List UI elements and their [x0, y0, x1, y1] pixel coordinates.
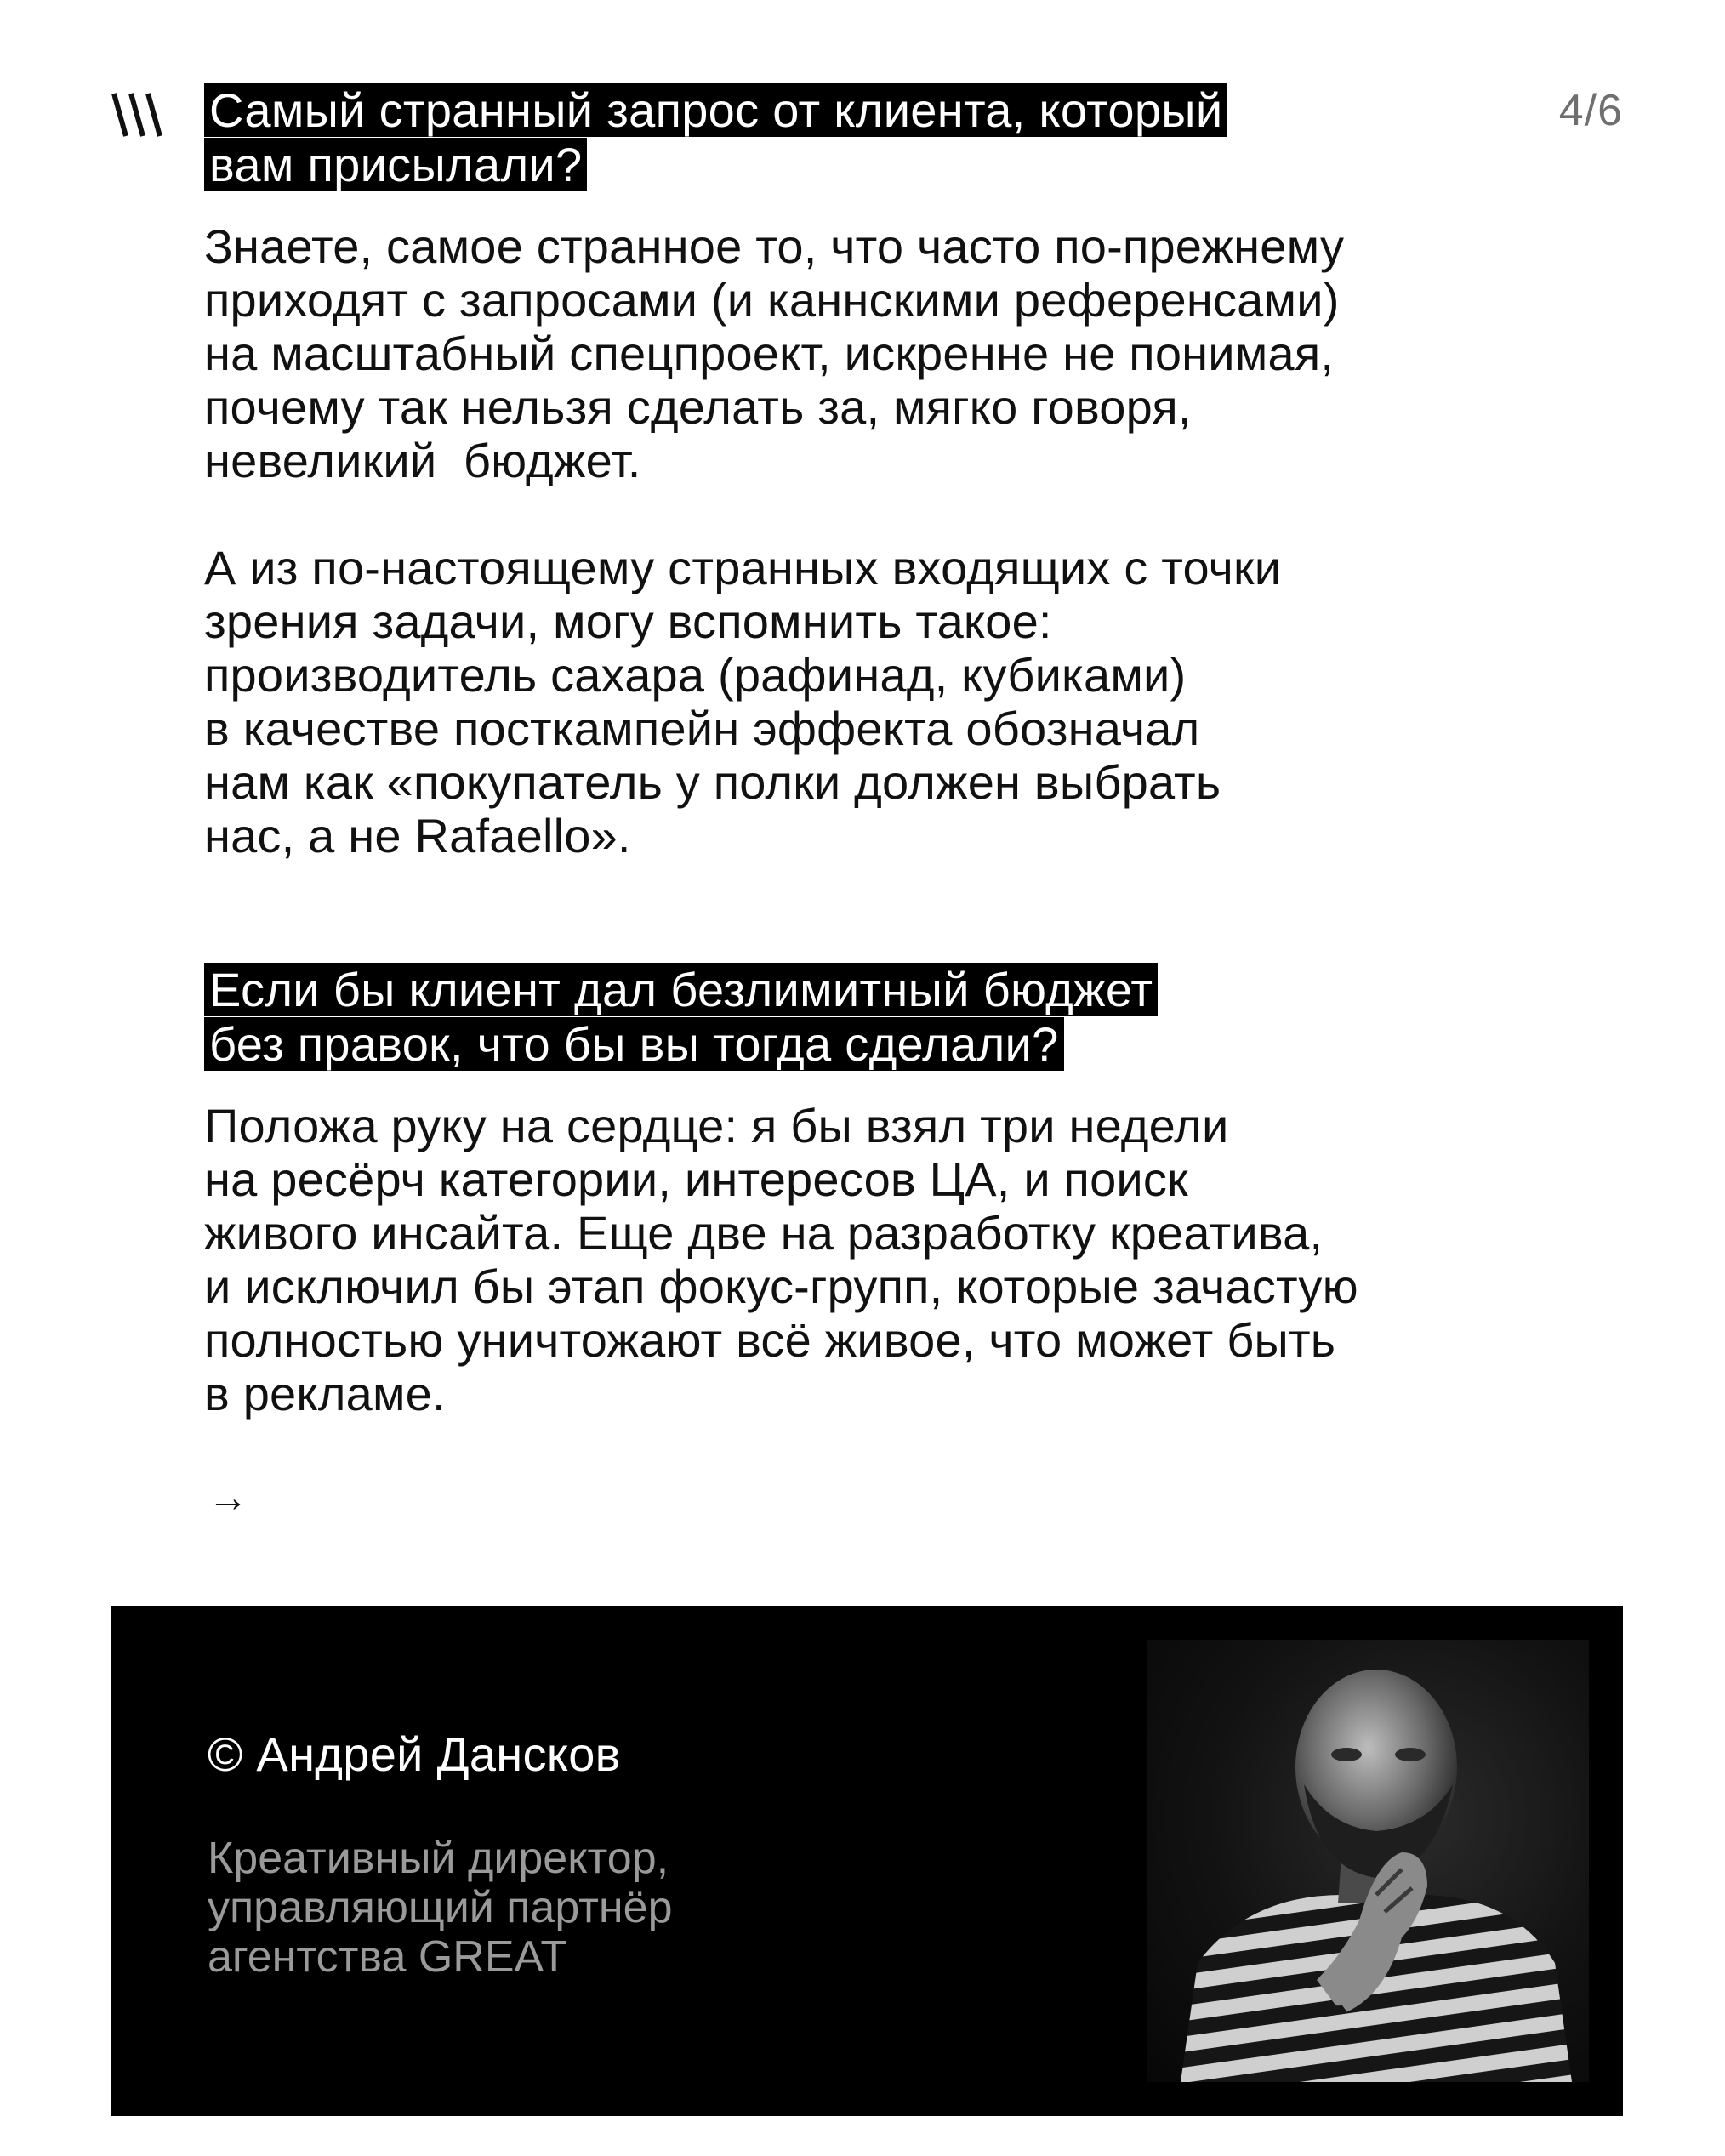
- answer-line: и исключил бы этап фокус-групп, которые зачастую: [204, 1260, 1358, 1313]
- answer-paragraph: [204, 541, 1599, 862]
- next-arrow-icon[interactable]: →: [208, 1476, 248, 1521]
- question-line: Если бы клиент дал безлимитный бюджет: [204, 963, 1158, 1016]
- answer-line: нам как «покупатель у полки должен выбрать: [204, 755, 1221, 809]
- answer-line: приходят с запросами (и каннскими референсами): [204, 273, 1340, 327]
- author-name: © Андрей Дансков: [208, 1727, 621, 1781]
- triple-slash-icon: [111, 90, 165, 139]
- answer-line: зрения задачи, могу вспомнить такое:: [204, 594, 1052, 648]
- answer-line: почему так нельзя сделать за, мягко говоря,: [204, 380, 1192, 434]
- answer-paragraph: [204, 219, 1599, 487]
- answer-text: [204, 1099, 1599, 1420]
- answer-text: [204, 219, 1599, 862]
- question-heading: [204, 963, 1599, 1072]
- question-line: Самый странный запрос от клиента, который: [204, 83, 1227, 137]
- answer-line: на ресёрч категории, интересов ЦА, и поиск: [204, 1152, 1188, 1206]
- answer-line: нас, а не Rafaello».: [204, 809, 631, 862]
- qa-block-2: [204, 963, 1599, 1420]
- page-counter: 4/6: [1558, 86, 1623, 135]
- author-card: [111, 1606, 1623, 2116]
- author-role: [208, 1834, 672, 1982]
- answer-line: невеликий бюджет.: [204, 434, 641, 487]
- author-portrait: [1147, 1640, 1589, 2082]
- answer-line: на масштабный спецпроект, искренне не понимая,: [204, 327, 1335, 380]
- answer-line: А из по-настоящему странных входящих с точки: [204, 541, 1282, 594]
- answer-line: производитель сахара (рафинад, кубиками): [204, 648, 1187, 702]
- answer-line: Знаете, самое странное то, что часто по-прежнему: [204, 219, 1345, 273]
- answer-paragraph: [204, 1099, 1599, 1420]
- question-line: вам присылали?: [204, 138, 587, 191]
- question-line: без правок, что бы вы тогда сделали?: [204, 1017, 1064, 1071]
- author-role-line: управляющий партнёр: [208, 1883, 673, 1932]
- author-role-line: агентства GREAT: [208, 1932, 568, 1982]
- answer-line: в рекламе.: [204, 1367, 446, 1420]
- answer-line: в качестве посткампейн эффекта обозначал: [204, 702, 1200, 755]
- qa-block-1: [204, 83, 1599, 862]
- author-photo: [1147, 1640, 1589, 2082]
- interview-content: [204, 83, 1599, 1420]
- answer-line: живого инсайта. Еще две на разработку креатива,: [204, 1206, 1324, 1260]
- question-heading: [204, 83, 1599, 192]
- author-role-line: Креативный директор,: [208, 1834, 669, 1883]
- answer-line: полностью уничтожают всё живое, что может быть: [204, 1313, 1336, 1367]
- answer-line: Положа руку на сердце: я бы взял три недели: [204, 1099, 1229, 1152]
